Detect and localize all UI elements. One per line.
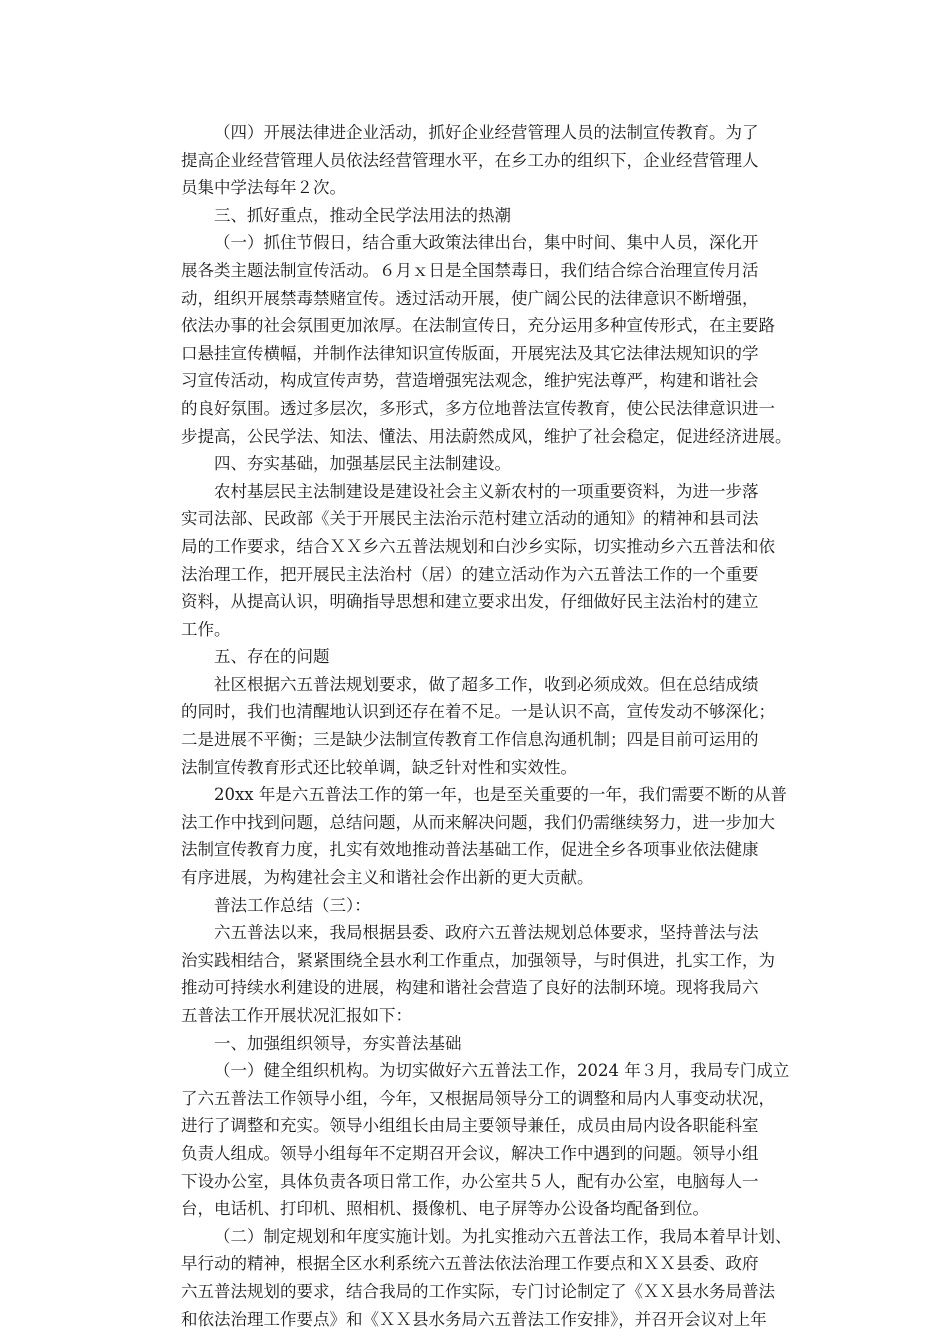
section-heading: 三、抓好重点，推动全民学法用法的热潮 [214,205,511,225]
document-body [181,119,792,1333]
text-line: 了六五普法工作领导小组，今年，又根据局领导分工的调整和局内人事变动状况， [181,1088,775,1108]
text-line: 局的工作要求，结合ＸＸ乡六五普法规划和白沙乡实际，切实推动乡六五普法和依 [181,536,775,556]
section-heading: 普法工作总结（三）： [214,895,371,915]
text-line: （二）制定规划和年度实施计划。为扎实推动六五普法工作，我局本着早计划、 [214,1226,792,1246]
text-line: 的良好氛围。透过多层次，多形式，多方位地普法宣传教育，使公民法律意识进一 [181,398,775,418]
text-line: 习宣传活动，构成宣传声势，营造增强宪法观念，维护宪法尊严，构建和谐社会 [181,371,759,391]
text-line: 员集中学法每年２次。 [181,178,346,198]
text-line: 早行动的精神，根据全区水利系统六五普法依法治理工作要点和ＸＸ县委、政府 [181,1254,759,1274]
text-line: 法制宣传教育力度，扎实有效地推动普法基础工作，促进全乡各项事业依法健康 [181,840,759,860]
text-line: 实司法部、民政部《关于开展民主法治示范村建立活动的通知》的精神和县司法 [181,509,759,529]
section-heading: 四、夯实基础，加强基层民主法制建设。 [214,454,511,474]
text-line: 二是进展不平衡；三是缺少法制宣传教育工作信息沟通机制；四是目前可运用的 [181,730,759,750]
text-line: 五普法工作开展状况汇报如下： [181,1006,412,1025]
section-heading: 一、加强组织领导，夯实普法基础 [214,1033,462,1053]
text-line: 农村基层民主法制建设是建设社会主义新农村的一项重要资料，为进一步落 [214,481,759,501]
text-line: 六五普法规划的要求，结合我局的工作实际，专门讨论制定了《ＸＸ县水务局普法 [181,1281,775,1301]
text-line: （四）开展法律进企业活动，抓好企业经营管理人员的法制宣传教育。为了 [214,123,759,142]
text-line: 的同时，我们也清醒地认识到还存在着不足。一是认识不高，宣传发动不够深化； [181,702,775,722]
text-line: 下设办公室，具体负责各项日常工作，办公室共５人，配有办公室，电脑每人一 [181,1171,759,1191]
text-line: 提高企业经营管理人员依法经营管理水平，在乡工办的组织下，企业经营管理人 [181,150,759,170]
text-line: 资料，从提高认识，明确指导思想和建立要求出发，仔细做好民主法治村的建立 [181,592,759,612]
text-line: （一）健全组织机构。为切实做好六五普法工作，2024 年３月，我局专门成立 [214,1061,790,1081]
text-line: 推动可持续水利建设的进展，构建和谐社会营造了良好的法制环境。现将我局六 [181,978,759,998]
text-line: 治实践相结合，紧紧围绕全县水利工作重点，加强领导，与时俱进，扎实工作，为 [181,950,775,970]
text-line: 动，组织开展禁毒禁赌宣传。透过活动开展，使广阔公民的法律意识不断增强， [181,288,759,308]
text-line: 法制宣传教育形式还比较单调，缺乏针对性和实效性。 [181,757,577,777]
text-line: 展各类主题法制宣传活动。６月ｘ日是全国禁毒日，我们结合综合治理宣传月活 [181,260,759,280]
text-line: 法工作中找到问题，总结问题，从而来解决问题，我们仍需继续努力，进一步加大 [181,812,775,832]
text-line: 负责人组成。领导小组每年不定期召开会议，解决工作中遇到的问题。领导小组 [181,1143,759,1163]
text-line: 口悬挂宣传横幅，并制作法律知识宣传版面，开展宪法及其它法律法规知识的学 [181,343,759,363]
text-line: 步提高，公民学法、知法、懂法、用法蔚然成风，维护了社会稳定，促进经济进展。 [181,426,792,446]
text-line: 有序进展，为构建社会主义和谐社会作出新的更大贡献。 [181,868,594,888]
text-line: 和依法治理工作要点》和《ＸＸ县水务局六五普法工作安排》，并召开会议对上年 [181,1309,767,1329]
text-line: 六五普法以来，我局根据县委、政府六五普法规划总体要求，坚持普法与法 [214,923,759,943]
text-line: 进行了调整和充实。领导小组组长由局主要领导兼任，成员由局内设各职能科室 [181,1116,759,1136]
section-heading: 五、存在的问题 [214,647,330,667]
text-line: 台，电话机、打印机、照相机、摄像机、电子屏等办公设备均配备到位。 [181,1199,709,1219]
text-line: （一）抓住节假日，结合重大政策法律出台，集中时间、集中人员，深化开 [214,233,759,253]
text-line: 工作。 [181,619,231,639]
text-line: 依法办事的社会氛围更加浓厚。在法制宣传日，充分运用多种宣传形式，在主要路 [181,316,775,336]
text-line: 社区根据六五普法规划要求，做了超多工作，收到必须成效。但在总结成绩 [214,674,759,694]
text-line: 20xx 年是六五普法工作的第一年，也是至关重要的一年，我们需要不断的从普 [214,785,787,805]
text-line: 法治理工作，把开展民主法治村（居）的建立活动作为六五普法工作的一个重要 [181,564,759,584]
